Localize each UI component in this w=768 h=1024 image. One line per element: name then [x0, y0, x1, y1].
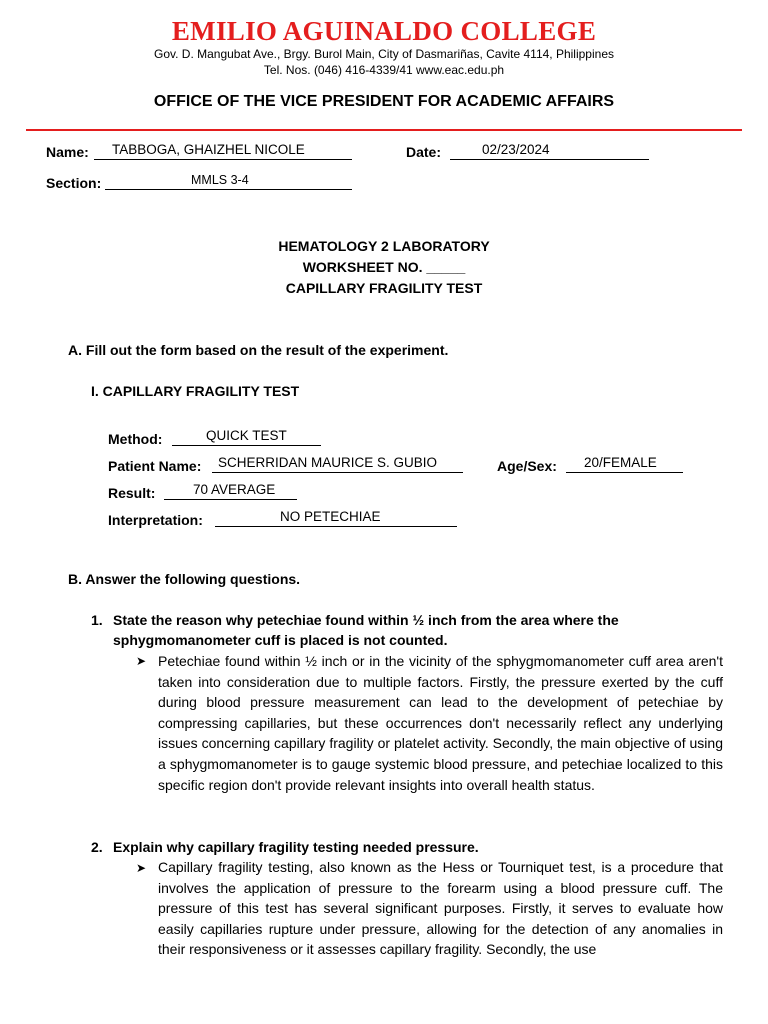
- name-value: TABBOGA, GHAIZHEL NICOLE: [112, 142, 305, 157]
- part-b-heading: B. Answer the following questions.: [68, 571, 301, 587]
- worksheet-title: CAPILLARY FRAGILITY TEST: [285, 280, 483, 296]
- part-a-heading: A. Fill out the form based on the result of the experiment.: [68, 342, 449, 358]
- result-value: 70 AVERAGE: [193, 482, 276, 497]
- interpretation-value: NO PETECHIAE: [280, 509, 381, 524]
- date-value: 02/23/2024: [482, 142, 550, 157]
- college-address: Gov. D. Mangubat Ave., Brgy. Burol Main, City of Dasmariñas, Cavite 4114, Philippines: [154, 47, 614, 61]
- header-divider: [26, 129, 742, 131]
- college-contact: Tel. Nos. (046) 416-4339/41 www.eac.edu.ph: [263, 63, 505, 77]
- office-title: OFFICE OF THE VICE PRESIDENT FOR ACADEMIC AFFAIRS: [153, 93, 615, 110]
- worksheet-subject: HEMATOLOGY 2 LABORATORY: [278, 238, 490, 254]
- patient-name-value: SCHERRIDAN MAURICE S. GUBIO: [218, 455, 438, 470]
- method-field[interactable]: [172, 429, 321, 446]
- result-field[interactable]: [164, 483, 297, 500]
- arrow-bullet-icon: ➤: [136, 861, 147, 875]
- section-field[interactable]: [105, 173, 352, 190]
- patient-name-field[interactable]: [212, 456, 463, 473]
- date-label: Date:: [406, 144, 442, 160]
- section-label: Section:: [46, 175, 102, 191]
- patient-name-label: Patient Name:: [108, 458, 202, 474]
- age-sex-value: 20/FEMALE: [584, 455, 657, 470]
- part-a-subheading: I. CAPILLARY FRAGILITY TEST: [91, 383, 300, 399]
- interpretation-label: Interpretation:: [108, 512, 203, 528]
- interpretation-field[interactable]: [215, 510, 457, 527]
- college-name: EMILIO AGUINALDO COLLEGE: [171, 16, 597, 46]
- answer-1-text: Petechiae found within ½ inch or in the vicinity of the sphygmomanometer cuff area aren't taken into consideration due to multiple factors. Firstly, the pressure exerted by the cuff during blood pressure measurement can lead to the development of petechiae by compressing capillaries, but these occurrences don't necessarily reflect any underlying issues concerning capillary fragility or platelet activity. Secondly, the main objective of using a sphygmomanometer is to gauge systemic blood pressure, and petechiae localized to this specific region don't provide relevant insights into overall health status.: [158, 653, 723, 793]
- question-2-text: Explain why capillary fragility testing needed pressure.: [113, 839, 479, 855]
- result-label: Result:: [108, 485, 156, 501]
- age-sex-label: Age/Sex:: [497, 458, 557, 474]
- age-sex-field[interactable]: [566, 456, 683, 473]
- section-value: MMLS 3-4: [191, 173, 249, 187]
- question-1-text: State the reason why petechiae found within ½ inch from the area where the sphygmomanometer cuff is placed is not counted.: [113, 612, 619, 648]
- arrow-bullet-icon: ➤: [136, 654, 147, 668]
- method-value: QUICK TEST: [206, 428, 287, 443]
- answer-2-text: Capillary fragility testing, also known as the Hess or Tourniquet test, is a procedure that involves the application of pressure to the forearm using a blood pressure cuff. The pressure of this test has several significant purposes. Firstly, it serves to evaluate how easily capillaries rupture under pressure, allowing for the detection of any anomalies in their responsiveness or it assesses capillary fragility. Secondly, the use: [158, 859, 723, 958]
- method-label: Method:: [108, 431, 163, 447]
- date-field[interactable]: [450, 143, 649, 160]
- name-label: Name:: [46, 144, 89, 160]
- name-field[interactable]: [94, 143, 352, 160]
- question-1-number: 1.: [91, 612, 103, 628]
- question-2-number: 2.: [91, 839, 103, 855]
- worksheet-number: WORKSHEET NO. _____: [302, 259, 466, 275]
